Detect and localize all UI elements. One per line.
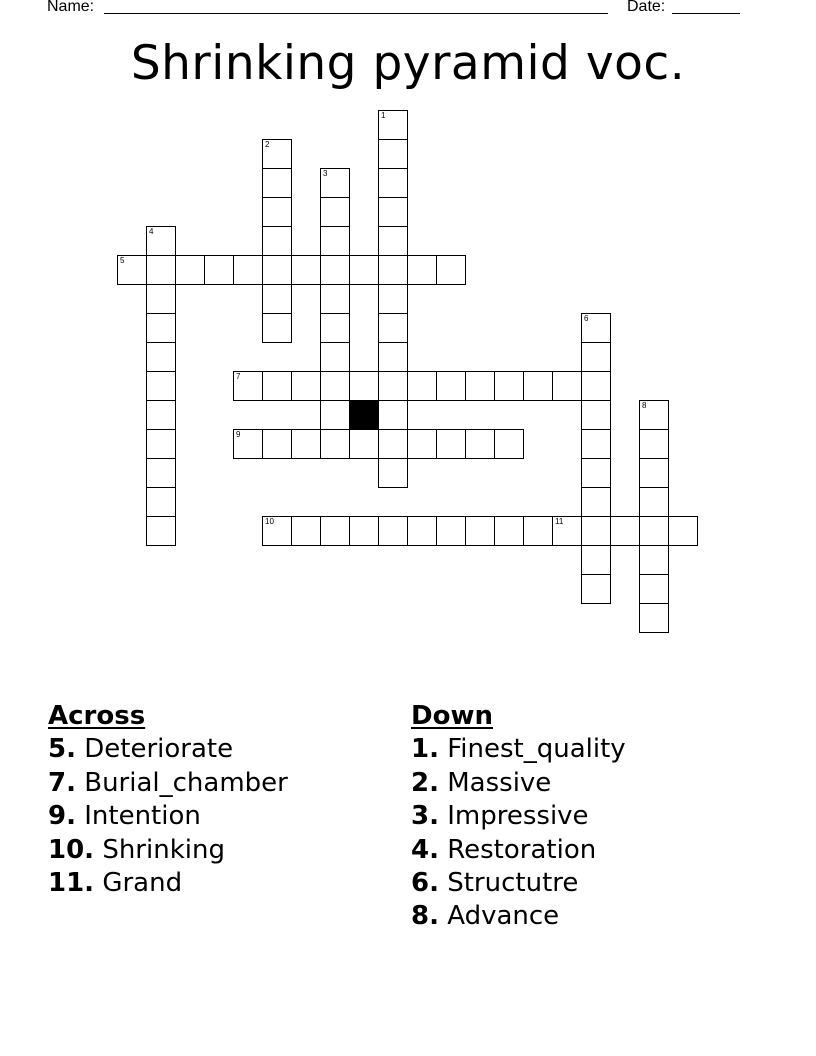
down-clues bbox=[411, 700, 626, 934]
crossword-cell[interactable] bbox=[639, 458, 669, 488]
crossword-cell[interactable] bbox=[146, 487, 176, 517]
crossword-cell[interactable] bbox=[349, 516, 379, 546]
clue-number-label: 5 bbox=[120, 256, 125, 265]
clue-number: 2. bbox=[411, 767, 439, 798]
clue-number-label: 3 bbox=[323, 169, 328, 178]
crossword-cell[interactable] bbox=[581, 371, 611, 401]
crossword-cell[interactable] bbox=[639, 603, 669, 633]
crossword-cell[interactable] bbox=[465, 516, 495, 546]
clue-text: Massive bbox=[447, 767, 552, 798]
crossword-cell[interactable] bbox=[233, 429, 263, 459]
clue-text: Grand bbox=[102, 868, 183, 899]
clue-number-label: 9 bbox=[236, 430, 241, 439]
clue-number: 7. bbox=[48, 767, 76, 798]
clue-text: Restoration bbox=[447, 834, 597, 865]
clue-text: Shrinking bbox=[102, 834, 225, 865]
crossword-cell[interactable] bbox=[320, 197, 350, 227]
crossword-cell[interactable] bbox=[262, 429, 292, 459]
crossword-cell[interactable] bbox=[175, 255, 205, 285]
crossword-cell[interactable] bbox=[378, 516, 408, 546]
crossword-cell[interactable] bbox=[581, 400, 611, 430]
clue-item bbox=[411, 733, 626, 766]
crossword-cell[interactable] bbox=[320, 226, 350, 256]
crossword-cell[interactable] bbox=[494, 371, 524, 401]
crossword-cell[interactable] bbox=[320, 429, 350, 459]
date-label: Date: bbox=[627, 0, 666, 15]
crossword-cell[interactable] bbox=[494, 516, 524, 546]
crossword-cell[interactable] bbox=[320, 400, 350, 430]
clue-number-label: 7 bbox=[236, 372, 241, 381]
clue-item bbox=[48, 834, 288, 867]
crossword-cell[interactable] bbox=[146, 371, 176, 401]
crossword-cell[interactable] bbox=[349, 255, 379, 285]
crossword-cell[interactable] bbox=[146, 284, 176, 314]
crossword-cell[interactable] bbox=[639, 487, 669, 517]
clue-number: 10. bbox=[48, 834, 95, 865]
clue-text: Burial_chamber bbox=[84, 767, 288, 798]
crossword-cell[interactable] bbox=[378, 342, 408, 372]
clue-number: 3. bbox=[411, 801, 439, 832]
crossword-cell[interactable] bbox=[378, 458, 408, 488]
down-heading: Down bbox=[411, 701, 493, 731]
clue-item bbox=[48, 800, 288, 833]
crossword-cell[interactable] bbox=[581, 342, 611, 372]
crossword-cell[interactable] bbox=[291, 429, 321, 459]
clue-number: 1. bbox=[411, 734, 439, 765]
crossword-cell[interactable] bbox=[639, 574, 669, 604]
crossword-cell[interactable] bbox=[639, 429, 669, 459]
crossword-cell[interactable] bbox=[465, 371, 495, 401]
name-label: Name: bbox=[47, 0, 95, 15]
clue-text: Structutre bbox=[447, 868, 579, 899]
crossword-cell[interactable] bbox=[262, 516, 292, 546]
clue-number-label: 6 bbox=[584, 314, 589, 323]
crossword-cell[interactable] bbox=[581, 429, 611, 459]
clue-item bbox=[411, 834, 626, 867]
crossword-cell[interactable] bbox=[378, 429, 408, 459]
crossword-cell[interactable] bbox=[146, 429, 176, 459]
crossword-cell[interactable] bbox=[262, 255, 292, 285]
crossword-cell[interactable] bbox=[552, 516, 582, 546]
crossword-cell[interactable] bbox=[349, 429, 379, 459]
crossword-cell[interactable] bbox=[407, 429, 437, 459]
clue-item bbox=[48, 767, 288, 800]
crossword-cell[interactable] bbox=[320, 255, 350, 285]
crossword-cell[interactable] bbox=[436, 255, 466, 285]
crossword-cell[interactable] bbox=[407, 255, 437, 285]
clue-number: 4. bbox=[411, 834, 439, 865]
crossword-cell[interactable] bbox=[291, 371, 321, 401]
clue-text: Deteriorate bbox=[84, 734, 234, 765]
crossword-cell[interactable] bbox=[262, 226, 292, 256]
crossword-cell[interactable] bbox=[378, 284, 408, 314]
clue-number-label: 8 bbox=[642, 401, 647, 410]
black-square bbox=[349, 400, 379, 430]
crossword-cell[interactable] bbox=[291, 255, 321, 285]
crossword-cell[interactable] bbox=[146, 400, 176, 430]
clue-number: 11. bbox=[48, 868, 95, 899]
crossword-cell[interactable] bbox=[494, 429, 524, 459]
clue-text: Impressive bbox=[447, 801, 589, 832]
crossword-cell[interactable] bbox=[262, 139, 292, 169]
crossword-cell[interactable] bbox=[581, 516, 611, 546]
crossword-cell[interactable] bbox=[262, 168, 292, 198]
crossword-cell[interactable] bbox=[581, 313, 611, 343]
crossword-cell[interactable] bbox=[320, 516, 350, 546]
crossword-cell[interactable] bbox=[378, 168, 408, 198]
crossword-cell[interactable] bbox=[378, 371, 408, 401]
crossword-cell[interactable] bbox=[146, 516, 176, 546]
clue-text: Intention bbox=[84, 801, 201, 832]
clue-text: Finest_quality bbox=[447, 734, 626, 765]
crossword-cell[interactable] bbox=[436, 516, 466, 546]
clue-number-label: 4 bbox=[149, 227, 154, 236]
crossword-cell[interactable] bbox=[262, 313, 292, 343]
crossword-cell[interactable] bbox=[262, 197, 292, 227]
crossword-cell[interactable] bbox=[262, 371, 292, 401]
crossword-cell[interactable] bbox=[407, 516, 437, 546]
crossword-cell[interactable] bbox=[436, 429, 466, 459]
crossword-cell[interactable] bbox=[320, 342, 350, 372]
crossword-cell[interactable] bbox=[639, 516, 669, 546]
crossword-cell[interactable] bbox=[146, 255, 176, 285]
crossword-cell[interactable] bbox=[262, 284, 292, 314]
crossword-cell[interactable] bbox=[523, 371, 553, 401]
crossword-cell[interactable] bbox=[146, 458, 176, 488]
crossword-cell[interactable] bbox=[407, 371, 437, 401]
crossword-cell[interactable] bbox=[378, 139, 408, 169]
crossword-cell[interactable] bbox=[378, 313, 408, 343]
crossword-cell[interactable] bbox=[378, 226, 408, 256]
clue-number-label: 11 bbox=[555, 517, 564, 526]
clue-item bbox=[48, 867, 288, 900]
crossword-cell[interactable] bbox=[117, 255, 147, 285]
crossword-cell[interactable] bbox=[378, 197, 408, 227]
clue-text: Advance bbox=[447, 901, 560, 932]
crossword-cell[interactable] bbox=[581, 574, 611, 604]
clue-item bbox=[48, 733, 288, 766]
crossword-cell[interactable] bbox=[465, 429, 495, 459]
crossword-cell[interactable] bbox=[204, 255, 234, 285]
crossword-cell[interactable] bbox=[436, 371, 466, 401]
crossword-cell[interactable] bbox=[349, 371, 379, 401]
crossword-cell[interactable] bbox=[146, 313, 176, 343]
crossword-cell[interactable] bbox=[233, 255, 263, 285]
crossword-cell[interactable] bbox=[610, 516, 640, 546]
clue-item bbox=[411, 900, 626, 933]
crossword-cell[interactable] bbox=[552, 371, 582, 401]
crossword-cell[interactable] bbox=[639, 400, 669, 430]
crossword-cell[interactable] bbox=[291, 516, 321, 546]
clue-number: 6. bbox=[411, 868, 439, 899]
crossword-cell[interactable] bbox=[233, 371, 263, 401]
crossword-cell[interactable] bbox=[146, 342, 176, 372]
crossword-cell[interactable] bbox=[639, 545, 669, 575]
clue-item bbox=[411, 867, 626, 900]
clue-number-label: 10 bbox=[265, 517, 274, 526]
crossword-cell[interactable] bbox=[523, 516, 553, 546]
clue-number: 5. bbox=[48, 734, 76, 765]
crossword-cell[interactable] bbox=[320, 284, 350, 314]
across-heading: Across bbox=[48, 701, 146, 731]
crossword-cell[interactable] bbox=[581, 487, 611, 517]
clue-number: 8. bbox=[411, 901, 439, 932]
crossword-cell[interactable] bbox=[320, 371, 350, 401]
page-title: Shrinking pyramid voc. bbox=[130, 36, 686, 91]
clue-number-label: 1 bbox=[381, 111, 386, 120]
crossword-cell[interactable] bbox=[378, 110, 408, 140]
clue-number: 9. bbox=[48, 801, 76, 832]
crossword-cell[interactable] bbox=[146, 226, 176, 256]
across-clues bbox=[48, 700, 288, 900]
crossword-cell[interactable] bbox=[320, 313, 350, 343]
clue-item bbox=[411, 767, 626, 800]
crossword-cell[interactable] bbox=[378, 255, 408, 285]
crossword-cell[interactable] bbox=[581, 458, 611, 488]
clue-number-label: 2 bbox=[265, 140, 270, 149]
crossword-cell[interactable] bbox=[581, 545, 611, 575]
clue-item bbox=[411, 800, 626, 833]
crossword-cell[interactable] bbox=[378, 400, 408, 430]
crossword-cell[interactable] bbox=[668, 516, 698, 546]
crossword-cell[interactable] bbox=[320, 168, 350, 198]
